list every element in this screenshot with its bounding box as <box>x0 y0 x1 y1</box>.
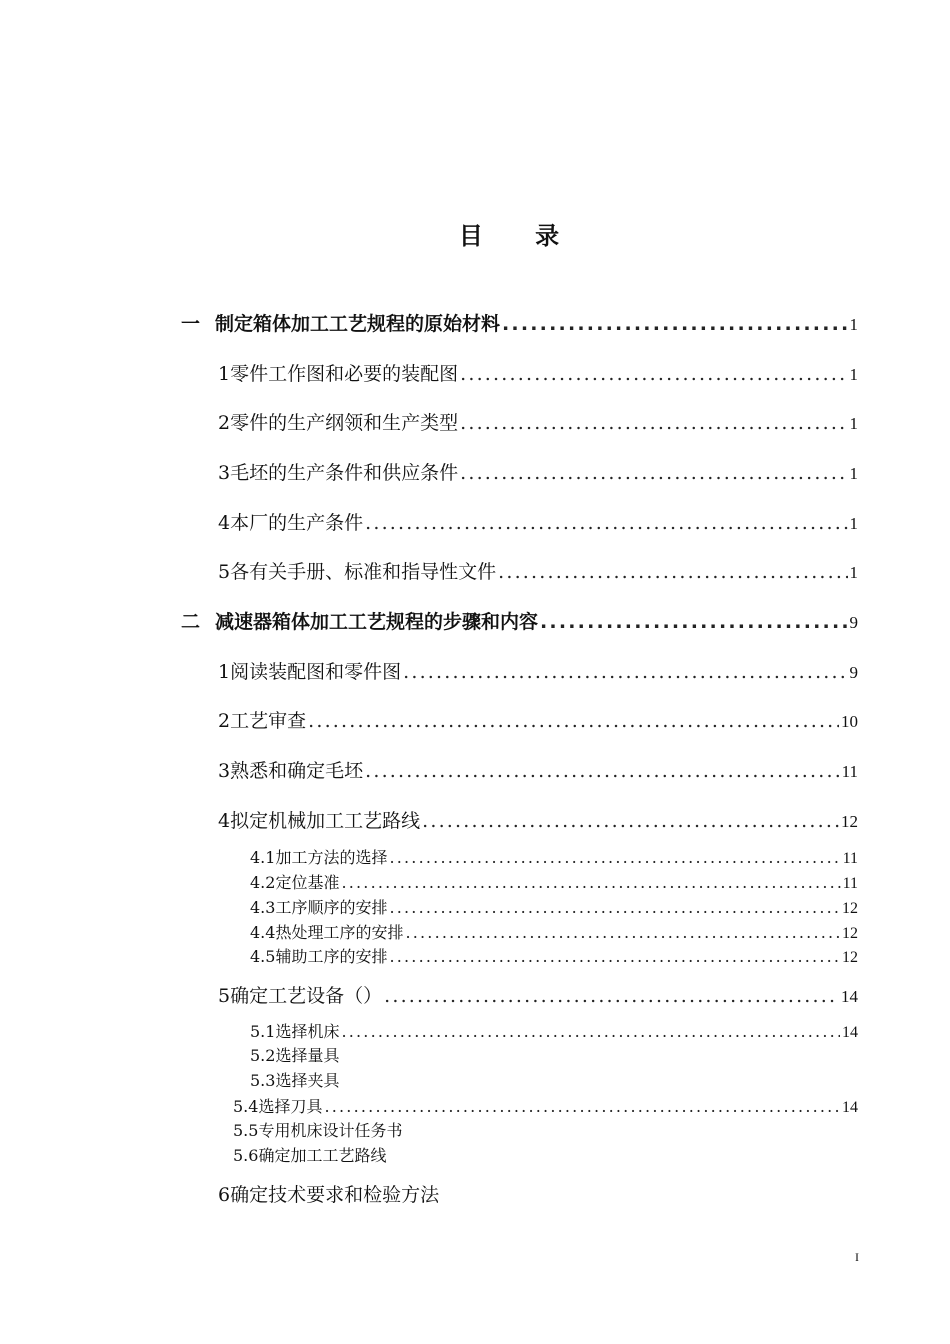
toc-section-number: 一 <box>181 313 201 335</box>
toc-entry-s1-5 <box>218 557 858 584</box>
toc-entry-page: 14 <box>842 1099 858 1116</box>
toc-entry-text: 5各有关手册、标准和指导性文件 <box>218 561 497 583</box>
toc-entry-text: 3毛坯的生产条件和供应条件 <box>218 462 459 484</box>
toc-entry-label <box>250 895 387 918</box>
toc-entry-label <box>250 1043 339 1066</box>
toc-entry-s2-5-4 <box>233 1094 858 1117</box>
toc-entry-text: 4.4热处理工序的安排 <box>250 923 404 942</box>
toc-entry-label <box>250 1019 339 1042</box>
toc-entry-s1 <box>181 309 858 336</box>
toc-entry-page: 11 <box>842 850 858 867</box>
toc-entry-text: 2零件的生产纲领和生产类型 <box>218 412 459 434</box>
toc-dot-leader <box>365 512 847 534</box>
toc-entry-label <box>181 309 500 336</box>
toc-entry-s2-5-2 <box>250 1043 339 1066</box>
toc-entry-s1-2 <box>218 408 858 435</box>
toc-entry-label <box>218 706 306 733</box>
toc-entry-text: 5确定工艺设备（） <box>218 985 383 1007</box>
toc-entry-page: 1 <box>849 563 858 582</box>
toc-dot-leader <box>341 873 840 892</box>
toc-entry-page: 12 <box>842 925 858 942</box>
toc-entry-page: 1 <box>849 464 858 483</box>
toc-entry-s2-5-5 <box>233 1118 402 1141</box>
toc-entry-text: 4本厂的生产条件 <box>218 512 364 534</box>
toc-entry-page: 1 <box>849 315 858 334</box>
toc-entry-label <box>218 508 363 535</box>
toc-entry-page: 1 <box>849 414 858 433</box>
toc-entry-s2-2 <box>218 706 858 733</box>
toc-entry-text: 5.1选择机床 <box>250 1022 340 1041</box>
toc-entry-s2-4 <box>218 806 858 833</box>
toc-title: 目 录 <box>458 222 582 250</box>
toc-dot-leader <box>460 363 847 385</box>
toc-entry-page: 9 <box>849 663 858 682</box>
toc-entry-page: 1 <box>849 365 858 384</box>
toc-entry-page: 12 <box>842 949 858 966</box>
toc-entry-label <box>233 1143 386 1166</box>
toc-entry-s2-4-5 <box>250 944 858 967</box>
toc-entry-label <box>218 408 458 435</box>
toc-entry-label <box>218 458 458 485</box>
toc-entry-text: 5.5专用机床设计任务书 <box>233 1121 403 1140</box>
toc-entry-s2-4-1 <box>250 845 858 868</box>
toc-entry-text: 2工艺审查 <box>218 710 307 732</box>
toc-entry-label <box>218 1180 439 1207</box>
toc-entry-label <box>250 845 387 868</box>
toc-entry-s2-5-6 <box>233 1143 386 1166</box>
toc-entry-label <box>218 806 420 833</box>
toc-entry-s1-3 <box>218 458 858 485</box>
toc-dot-leader <box>498 561 847 583</box>
toc-dot-leader <box>460 462 847 484</box>
toc-entry-text: 3熟悉和确定毛坯 <box>218 760 364 782</box>
toc-entry-label <box>218 756 363 783</box>
toc-entry-label <box>218 359 458 386</box>
toc-entry-text: 5.6确定加工工艺路线 <box>233 1146 387 1165</box>
toc-entry-page: 9 <box>849 613 858 632</box>
toc-dot-leader <box>384 985 839 1007</box>
toc-entry-s2-3 <box>218 756 858 783</box>
toc-entry-s2-5 <box>218 981 858 1008</box>
toc-entry-label <box>233 1094 322 1117</box>
toc-entry-s2-5-1 <box>250 1019 858 1042</box>
toc-entry-page: 14 <box>841 987 858 1006</box>
toc-entry-label <box>250 920 403 943</box>
toc-entry-label <box>218 657 401 684</box>
toc-entry-s1-1 <box>218 359 858 386</box>
toc-entry-s2 <box>181 607 858 634</box>
toc-entry-page: 10 <box>841 712 858 731</box>
toc-entry-text: 6确定技术要求和检验方法 <box>218 1184 440 1206</box>
toc-dot-leader <box>389 848 840 867</box>
toc-entry-label <box>218 557 496 584</box>
toc-entry-s2-6 <box>218 1180 439 1207</box>
toc-entry-label <box>233 1118 402 1141</box>
toc-entry-page: 14 <box>842 1024 858 1041</box>
toc-entry-label <box>250 870 339 893</box>
toc-entry-page: 12 <box>842 900 858 917</box>
toc-entry-text: 1阅读装配图和零件图 <box>218 661 402 683</box>
toc-entry-text: 5.4选择刀具 <box>233 1097 323 1116</box>
toc-dot-leader <box>341 1022 840 1041</box>
toc-dot-leader <box>422 810 839 832</box>
toc-entry-text: 4.5辅助工序的安排 <box>250 947 388 966</box>
toc-entry-text: 减速器箱体加工工艺规程的步骤和内容 <box>215 611 539 633</box>
toc-dot-leader <box>460 412 847 434</box>
toc-dot-leader <box>308 710 839 732</box>
toc-dot-leader <box>389 947 840 966</box>
toc-entry-text: 4拟定机械加工工艺路线 <box>218 810 421 832</box>
toc-entry-page: 12 <box>841 812 858 831</box>
toc-dot-leader <box>540 611 847 633</box>
toc-entry-label <box>250 1068 339 1091</box>
toc-entry-s2-4-2 <box>250 870 858 893</box>
toc-entry-page: 1 <box>849 514 858 533</box>
toc-entry-s1-4 <box>218 508 858 535</box>
toc-section-number: 二 <box>181 611 201 633</box>
toc-entry-text: 5.2选择量具 <box>250 1046 340 1065</box>
toc-entry-text: 4.2定位基准 <box>250 873 340 892</box>
toc-entry-s2-5-3 <box>250 1068 339 1091</box>
toc-entry-page: 11 <box>841 762 858 781</box>
toc-entry-s2-4-4 <box>250 920 858 943</box>
toc-dot-leader <box>324 1097 840 1116</box>
toc-dot-leader <box>502 313 847 335</box>
toc-entry-text: 制定箱体加工工艺规程的原始材料 <box>215 313 501 335</box>
toc-entry-text: 4.3工序顺序的安排 <box>250 898 388 917</box>
page-number: I <box>855 1250 859 1264</box>
toc-entry-s2-1 <box>218 657 858 684</box>
toc-entry-label <box>218 981 382 1008</box>
toc-entry-text: 4.1加工方法的选择 <box>250 848 388 867</box>
toc-dot-leader <box>403 661 847 683</box>
toc-entry-page: 11 <box>842 875 858 892</box>
toc-entry-text: 5.3选择夹具 <box>250 1071 340 1090</box>
toc-entry-label <box>181 607 538 634</box>
toc-dot-leader <box>389 898 840 917</box>
toc-dot-leader <box>405 923 840 942</box>
toc-entry-text: 1零件工作图和必要的装配图 <box>218 363 459 385</box>
toc-entry-label <box>250 944 387 967</box>
toc-entry-s2-4-3 <box>250 895 858 918</box>
toc-dot-leader <box>365 760 840 782</box>
